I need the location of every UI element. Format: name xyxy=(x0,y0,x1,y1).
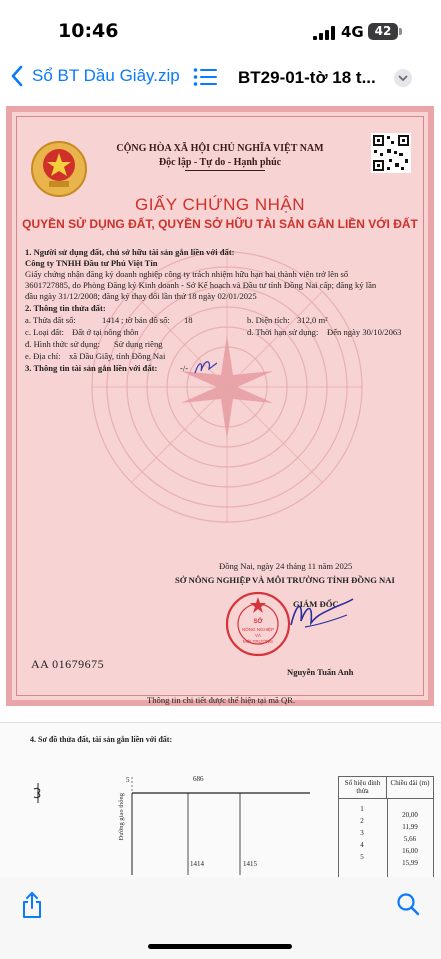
land-type-label: c. Loại đất: xyxy=(25,327,64,337)
corner-label: 5 xyxy=(126,776,130,784)
table-header-vertex: Số hiệu đỉnh thửa xyxy=(339,777,387,799)
status-bar xyxy=(0,0,441,62)
certificate-subtitle: QUYỀN SỬ DỤNG ĐẤT, QUYỀN SỞ HỮU TÀI SẢN GẮN LIỀN VỚI ĐẤT xyxy=(22,217,418,231)
chevron-left-icon xyxy=(10,65,24,87)
back-label: Sổ BT Dầu Giây.zip xyxy=(32,66,180,85)
usage-form-label: đ. Hình thức sử dụng: xyxy=(25,339,100,349)
table-cell: 11,99 xyxy=(402,823,418,831)
term-label: d. Thời hạn sử dụng: xyxy=(247,327,319,337)
battery-icon: 42 xyxy=(368,23,398,40)
signer-name: Nguyễn Tuấn Anh xyxy=(287,667,354,677)
director-signature xyxy=(287,595,357,635)
home-indicator[interactable] xyxy=(148,944,292,949)
section2-heading: 2. Thông tin thửa đất: xyxy=(25,303,106,313)
table-cell: 20,00 xyxy=(402,811,418,819)
term-value: Đến ngày 30/10/2063 xyxy=(327,327,402,337)
parcel-1414-label: 1414 xyxy=(190,860,204,868)
back-button[interactable] xyxy=(10,65,180,87)
svg-text:SỞ: SỞ xyxy=(253,619,263,625)
table-header-length: Chiều dài (m) xyxy=(387,777,433,799)
table-cell: 16,00 xyxy=(402,847,418,855)
signer-title: GIÁM ĐỐC xyxy=(293,599,339,609)
table-cell: 3 xyxy=(360,829,364,837)
qr-footer-note: Thông tin chi tiết được thể hiện tại mã QR. xyxy=(147,695,296,705)
map-value: 18 xyxy=(184,315,193,325)
network-type: 4G xyxy=(341,23,364,41)
status-time: 10:46 xyxy=(58,20,119,42)
issuer: SỞ NÔNG NGHIỆP VÀ MÔI TRƯỜNG TỈNH ĐỒNG NAI xyxy=(175,575,395,585)
table-cell: 4 xyxy=(360,841,364,849)
parcel-sketch xyxy=(110,775,310,875)
section3-value: -/- xyxy=(180,363,189,373)
chevron-down-icon xyxy=(394,69,412,87)
share-icon[interactable] xyxy=(20,891,44,919)
certificate-title: GIẤY CHỨNG NHẬN xyxy=(134,195,305,214)
battery-tip xyxy=(399,28,402,35)
document-viewer[interactable] xyxy=(0,100,441,877)
address-label: e. Địa chỉ: xyxy=(25,351,61,361)
road-label: Đường giao thông xyxy=(118,793,125,841)
table-cell: 5,66 xyxy=(403,835,417,843)
owner-description-line3: đầu ngày 31/12/2008; đăng ký thay đổi lần thứ 18 ngày 02/01/2025 xyxy=(25,291,257,301)
parcel-label: a. Thửa đất số: xyxy=(25,315,76,325)
parcel-1415-label: 1415 xyxy=(243,860,257,868)
table-cell: 1 xyxy=(360,805,364,813)
motto: Độc lập - Tự do - Hạnh phúc xyxy=(158,157,282,168)
top-parcel-label: 686 xyxy=(193,775,204,783)
navigation-bar xyxy=(0,62,441,96)
area-label: b. Diện tích: xyxy=(247,315,290,325)
area-value: 312,0 m² xyxy=(297,315,328,325)
svg-text:NÔNG NGHIỆP: NÔNG NGHIỆP xyxy=(241,627,275,632)
certificate-page-2 xyxy=(0,722,441,882)
table-cell: 2 xyxy=(360,817,364,825)
certificate-page xyxy=(6,106,434,706)
official-stamp xyxy=(223,589,293,659)
table-cell: 5 xyxy=(360,853,364,861)
cellular-signal-icon xyxy=(313,26,335,40)
svg-text:MÔI TRƯỜNG: MÔI TRƯỜNG xyxy=(242,639,274,644)
motto-underline xyxy=(185,170,265,171)
owner-description-line1: Giấy chứng nhận đăng ký doanh nghiệp công ty trách nhiệm hữu hạn hai thành viên trở lên số xyxy=(25,269,349,279)
table-cell: 15,99 xyxy=(402,859,418,867)
initial-mark xyxy=(193,357,219,377)
north-arrow-icon xyxy=(33,783,43,803)
land-type-value: Đất ở tại nông thôn xyxy=(72,327,139,337)
owner-description-line2: 3601727885, do Phòng Đăng ký Kinh doanh - Sở Kế hoạch và Đầu tư tỉnh Đồng Nai cấp; đăng ký lần xyxy=(25,280,377,290)
page-gap xyxy=(0,712,441,722)
map-label: ; tờ bản đồ số: xyxy=(121,315,170,325)
document-title[interactable]: BT29-01-tờ 18 t... xyxy=(238,68,376,87)
svg-text:VÀ: VÀ xyxy=(254,633,262,638)
usage-form-value: Sử dụng riêng xyxy=(114,339,163,349)
issue-date: Đồng Nai, ngày 24 tháng 11 năm 2025 xyxy=(219,561,353,571)
title-menu-button[interactable] xyxy=(394,69,412,87)
certificate-frame xyxy=(16,116,424,705)
search-icon[interactable] xyxy=(396,892,420,916)
section1-heading: 1. Người sử dụng đất, chủ sở hữu tài sản gắn liền với đất: xyxy=(25,247,235,257)
list-icon[interactable] xyxy=(193,67,217,87)
section3-heading: 3. Thông tin tài sản gắn liền với đất: xyxy=(25,363,158,373)
serial-number: AA 01679675 xyxy=(31,657,105,671)
parcel-value: 1414 xyxy=(102,315,120,325)
republic-heading: CỘNG HÒA XÃ HỘI CHỦ NGHĨA VIỆT NAM xyxy=(116,143,324,154)
vertex-length-table xyxy=(338,776,434,886)
address-value: xã Dầu Giây, tỉnh Đồng Nai xyxy=(69,351,166,361)
owner-name: Công ty TNHH Đầu tư Phú Việt Tín xyxy=(25,258,158,268)
section4-heading: 4. Sơ đồ thửa đất, tài sản gắn liền với đất: xyxy=(30,735,173,744)
